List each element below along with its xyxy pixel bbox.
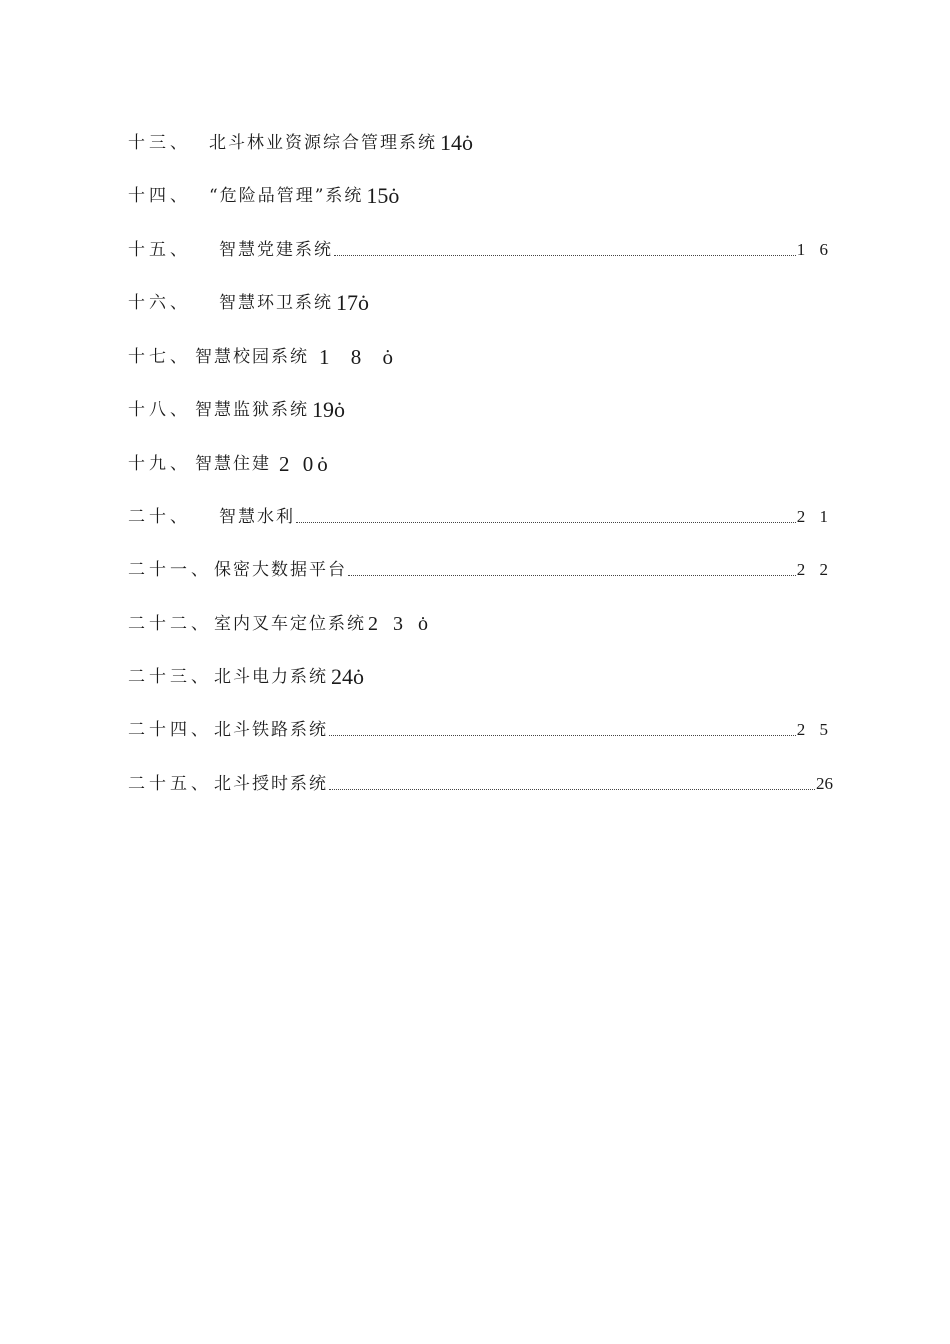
- toc-title: “危险品管理”系统: [209, 186, 364, 206]
- toc-title: 智慧住建: [195, 454, 271, 474]
- toc-page-number: 2 2: [796, 560, 833, 579]
- toc-title: 北斗林业资源综合管理系统: [209, 133, 437, 153]
- toc-page-number: 2 1: [796, 507, 833, 526]
- toc-number: 十八、: [128, 400, 191, 420]
- toc-entry-19[interactable]: [128, 445, 332, 475]
- toc-number: 二十五、: [128, 774, 212, 794]
- toc-number: 十四、: [128, 186, 191, 206]
- toc-entry-14[interactable]: [128, 177, 399, 207]
- toc-entry-20[interactable]: [128, 498, 833, 528]
- toc-leader-dots: [334, 254, 796, 256]
- toc-page-number: 14ȯ: [440, 130, 473, 155]
- toc-page-number: 24ȯ: [331, 664, 364, 689]
- toc-title: 智慧校园系统: [195, 347, 309, 367]
- toc-title: 智慧环卫系统: [219, 293, 333, 313]
- toc-page-number: 2 0ȯ: [279, 452, 332, 476]
- toc-entry-23[interactable]: [128, 658, 364, 688]
- toc-page-number: 26: [816, 774, 833, 793]
- toc-number: 二十三、: [128, 667, 212, 687]
- toc-page-number: 15ȯ: [366, 183, 400, 208]
- toc-entry-22[interactable]: [128, 605, 433, 635]
- toc-entry-16[interactable]: [128, 284, 369, 314]
- toc-number: 二十二、: [128, 614, 212, 634]
- toc-number: 二十、: [128, 507, 191, 527]
- toc-number: 二十四、: [128, 720, 212, 740]
- toc-page-number: 2 3 ȯ: [368, 613, 433, 635]
- toc-page-number: 17ȯ: [336, 290, 369, 315]
- toc-leader-dots: [348, 574, 796, 576]
- toc-title: 北斗授时系统: [214, 774, 328, 794]
- toc-entry-18[interactable]: [128, 391, 345, 421]
- toc-entry-17[interactable]: [128, 338, 401, 368]
- toc-title: 室内叉车定位系统: [214, 614, 366, 634]
- toc-entry-24[interactable]: [128, 711, 833, 741]
- toc-title: 保密大数据平台: [214, 560, 347, 580]
- toc-entry-25[interactable]: [128, 765, 833, 795]
- toc-title: 北斗电力系统: [214, 667, 328, 687]
- toc-page-number: 1 8 ȯ: [319, 345, 401, 369]
- toc-number: 十三、: [128, 133, 191, 153]
- toc-title: 北斗铁路系统: [214, 720, 328, 740]
- toc-page-number: 1 6: [796, 240, 833, 259]
- toc-number: 十九、: [128, 454, 191, 474]
- toc-page-number: 19ȯ: [312, 397, 345, 422]
- toc-leader-dots: [329, 734, 796, 736]
- toc-number: 十六、: [128, 293, 191, 313]
- toc-number: 二十一、: [128, 560, 212, 580]
- toc-title: 智慧水利: [219, 507, 295, 527]
- toc-entry-15[interactable]: [128, 231, 833, 261]
- toc-title: 智慧党建系统: [219, 240, 333, 260]
- toc-number: 十七、: [128, 347, 191, 367]
- toc-number: 十五、: [128, 240, 191, 260]
- toc-leader-dots: [329, 788, 815, 790]
- toc-title: 智慧监狱系统: [195, 400, 309, 420]
- toc-leader-dots: [296, 521, 796, 523]
- toc-page-number: 2 5: [796, 720, 833, 739]
- toc-entry-13[interactable]: [128, 124, 473, 154]
- toc-entry-21[interactable]: [128, 551, 833, 581]
